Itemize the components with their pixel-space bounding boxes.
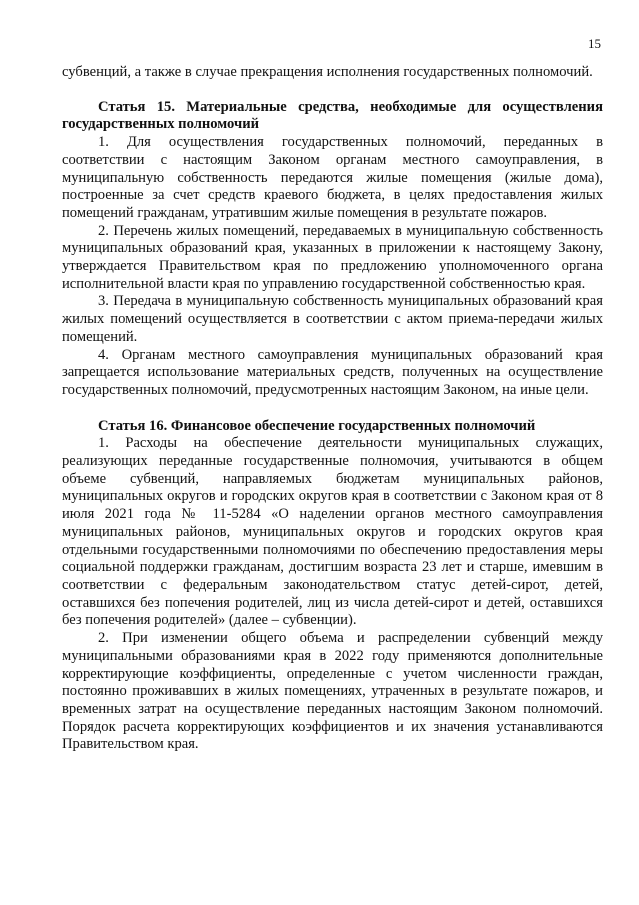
- page-number: 15: [588, 36, 601, 51]
- article-15-paragraph-1: 1. Для осуществления государственных полномочий, переданных в соответствии с настоящим Законом органам местного самоуправления, в муниципальную собственность передаются жилые помещения (жилые дома), построенные за счет средств краевого бюджета, в целях предоставления жилых помещений гражданам, утратившим жилые помещения в результате пожаров.: [62, 134, 603, 221]
- article-16-paragraph-1: 1. Расходы на обеспечение деятельности муниципальных служащих, реализующих переданные государственные полномочия, учитываются в общем объеме субвенций, направляемых бюджетам муниципальных районов, муниципальных округов и городских округов края в соответствии с Законом края от 8 июля 2021 года № 11-5284 «О наделении органов местного самоуправления муниципальных районов, муниципальных округов и городских округов края отдельными государственными полномочиями по обеспечению предоставления меры социальной поддержки гражданам, достигшим возраста 23 лет и старше, имевшим в соответствии с федеральным законодательством статус детей-сирот, детей, оставшихся без попечения родителей, лиц из числа детей-сирот и детей, оставшихся без попечения родителей» (далее – субвенции).: [62, 435, 603, 629]
- intro-paragraph: субвенций, а также в случае прекращения исполнения государственных полномочий.: [62, 64, 593, 80]
- document-body: [62, 64, 603, 754]
- article-15: [62, 99, 603, 400]
- article-15-paragraph-3: 3. Передача в муниципальную собственность муниципальных образований края жилых помещений осуществляется в соответствии с актом приема-передачи жилых помещений.: [62, 293, 603, 345]
- article-15-paragraph-4: 4. Органам местного самоуправления муниципальных образований края запрещается использование материальных средств, полученных на осуществление государственных полномочий, предусмотренных настоящим Законом, на иные цели.: [62, 346, 603, 398]
- article-16: [62, 418, 603, 754]
- article-16-heading: Статья 16. Финансовое обеспечение государственных полномочий: [98, 417, 536, 434]
- article-15-heading: Статья 15. Материальные средства, необходимые для осуществления государственных полномочий: [62, 98, 603, 133]
- article-16-paragraph-2: 2. При изменении общего объема и распределении субвенций между муниципальными образованиями края в 2022 году применяются дополнительные корректирующие коэффициенты, определенные с учетом численности граждан, постоянно проживавших в жилых помещениях, утраченных в результате пожаров, и временных затрат на осуществление переданных настоящим Законом полномочий. Порядок расчета корректирующих коэффициентов и их значения устанавливаются Правительством края.: [62, 630, 603, 753]
- article-15-paragraph-2: 2. Перечень жилых помещений, передаваемых в муниципальную собственность муниципальных образований края, указанных в приложении к настоящему Закону, утверждается Правительством края по предложению уполномоченного органа исполнительной власти края по управлению государственной собственностью края.: [62, 222, 603, 292]
